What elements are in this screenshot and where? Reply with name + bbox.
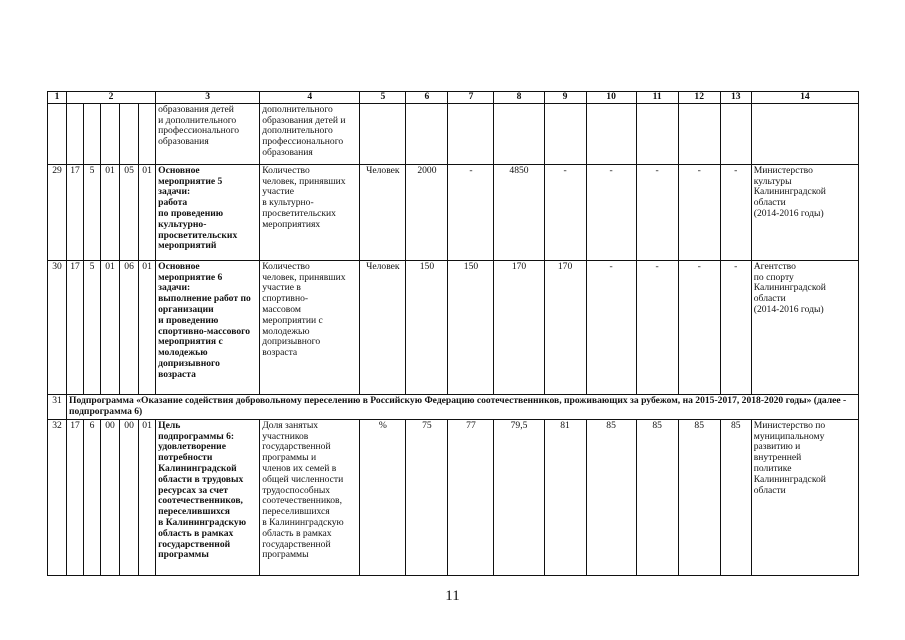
responsible-text: Министерство культуры Калининградской области (2014-2016 годы) xyxy=(753,164,826,219)
row-number: 29 xyxy=(48,164,67,260)
subprogram-title: Подпрограмма «Оказание содействия добровольному переселению в Российскую Федерацию соотечественников, проживающих за рубежом, на 2015-2017, 2018-2020 годы» (далее - подпрограмма 6) xyxy=(67,394,859,419)
empty-cell xyxy=(720,103,751,164)
code-cell: 01 xyxy=(101,164,120,260)
unit-cell: % xyxy=(360,419,406,575)
code-cell: 5 xyxy=(84,164,101,260)
value-cell: 79,5 xyxy=(494,419,544,575)
row-number: 31 xyxy=(48,394,67,419)
page-number: 11 xyxy=(445,588,460,604)
activity-text: образования детей и дополнительного профессионального образования xyxy=(158,103,240,148)
empty-cell xyxy=(494,103,544,164)
subprogram-row xyxy=(48,394,859,419)
empty-cell xyxy=(84,103,101,164)
table-row xyxy=(48,164,859,260)
value-cell: 85 xyxy=(586,419,636,575)
value-cell: 75 xyxy=(406,419,448,575)
activity-text: Основное мероприятие 6 задачи: выполнение работ по организации и проведению спортивно-массового мероприятия с молодежью допризывного возраста xyxy=(158,260,251,380)
header-cell: 5 xyxy=(360,92,406,104)
empty-cell xyxy=(139,103,156,164)
value-cell: - xyxy=(586,260,636,394)
value-cell: - xyxy=(544,164,586,260)
value-cell: - xyxy=(636,164,678,260)
indicator-text: дополнительного образования детей и дополнительного профессионального образования xyxy=(262,103,346,158)
value-cell: 150 xyxy=(448,260,494,394)
activity-cell xyxy=(156,103,260,164)
code-cell: 00 xyxy=(120,419,139,575)
table-row xyxy=(48,419,859,575)
responsible-cell xyxy=(751,260,858,394)
empty-cell xyxy=(544,103,586,164)
header-row xyxy=(48,92,859,104)
header-cell: 2 xyxy=(67,92,156,104)
indicator-cell xyxy=(260,260,360,394)
header-cell: 1 xyxy=(48,92,67,104)
value-cell: - xyxy=(636,260,678,394)
responsible-text: Агентство по спорту Калининградской области (2014-2016 годы) xyxy=(753,260,826,315)
empty-cell xyxy=(678,103,720,164)
unit-cell: Человек xyxy=(360,260,406,394)
responsible-cell xyxy=(751,419,858,575)
code-cell: 01 xyxy=(139,164,156,260)
indicator-text: Количество человек, принявших участие в спортивно- массовом мероприятии с молодежью допризывного возраста xyxy=(262,260,346,359)
empty-cell xyxy=(48,103,67,164)
indicator-text: Доля занятых участников государственной программы и членов их семей в общей численности трудоспособных соотечественников, переселившихся в Калининградскую область в рамках государственной программы xyxy=(262,419,344,561)
value-cell: 170 xyxy=(544,260,586,394)
empty-cell xyxy=(586,103,636,164)
value-cell: 170 xyxy=(494,260,544,394)
header-cell: 12 xyxy=(678,92,720,104)
value-cell: - xyxy=(720,260,751,394)
goal-cell xyxy=(156,419,260,575)
value-cell: - xyxy=(448,164,494,260)
value-cell: 81 xyxy=(544,419,586,575)
empty-cell xyxy=(67,103,84,164)
code-cell: 17 xyxy=(67,260,84,394)
code-cell: 6 xyxy=(84,419,101,575)
activity-cell xyxy=(156,260,260,394)
value-cell: 4850 xyxy=(494,164,544,260)
value-cell: 85 xyxy=(720,419,751,575)
responsible-cell xyxy=(751,164,858,260)
continuation-row xyxy=(48,103,859,164)
value-cell: - xyxy=(678,260,720,394)
code-cell: 01 xyxy=(139,260,156,394)
responsible-text: Министерство по муниципальному развитию и внутренней политике Калининградской области xyxy=(753,419,826,496)
activity-cell xyxy=(156,164,260,260)
program-table xyxy=(47,91,859,576)
header-cell: 7 xyxy=(448,92,494,104)
activity-text: Основное мероприятие 5 задачи: работа по проведению культурно- просветительских мероприятий xyxy=(158,164,238,252)
empty-cell xyxy=(360,103,406,164)
goal-text: Цель подпрограммы 6: удовлетворение потребности Калининградской области в трудовых ресурсах за счет соотечественников, переселившихся в Калининградскую область в рамках государственной программы xyxy=(158,419,247,561)
value-cell: 77 xyxy=(448,419,494,575)
value-cell: - xyxy=(678,164,720,260)
empty-cell xyxy=(406,103,448,164)
indicator-cell xyxy=(260,103,360,164)
code-cell: 17 xyxy=(67,419,84,575)
code-cell: 06 xyxy=(120,260,139,394)
header-cell: 14 xyxy=(751,92,858,104)
value-cell: - xyxy=(586,164,636,260)
empty-cell xyxy=(636,103,678,164)
value-cell: - xyxy=(720,164,751,260)
table-row xyxy=(48,260,859,394)
header-cell: 11 xyxy=(636,92,678,104)
code-cell: 01 xyxy=(139,419,156,575)
code-cell: 05 xyxy=(120,164,139,260)
header-cell: 6 xyxy=(406,92,448,104)
code-cell: 5 xyxy=(84,260,101,394)
empty-cell xyxy=(120,103,139,164)
value-cell: 85 xyxy=(678,419,720,575)
indicator-text: Количество человек, принявших участие в культурно- просветительских мероприятиях xyxy=(262,164,346,230)
header-cell: 13 xyxy=(720,92,751,104)
header-cell: 8 xyxy=(494,92,544,104)
unit-cell: Человек xyxy=(360,164,406,260)
value-cell: 85 xyxy=(636,419,678,575)
header-cell: 9 xyxy=(544,92,586,104)
empty-cell xyxy=(448,103,494,164)
empty-cell xyxy=(751,103,858,164)
row-number: 32 xyxy=(48,419,67,575)
indicator-cell xyxy=(260,419,360,575)
header-cell: 3 xyxy=(156,92,260,104)
value-cell: 2000 xyxy=(406,164,448,260)
code-cell: 17 xyxy=(67,164,84,260)
code-cell: 01 xyxy=(101,260,120,394)
header-cell: 10 xyxy=(586,92,636,104)
empty-cell xyxy=(101,103,120,164)
value-cell: 150 xyxy=(406,260,448,394)
indicator-cell xyxy=(260,164,360,260)
code-cell: 00 xyxy=(101,419,120,575)
row-number: 30 xyxy=(48,260,67,394)
header-cell: 4 xyxy=(260,92,360,104)
